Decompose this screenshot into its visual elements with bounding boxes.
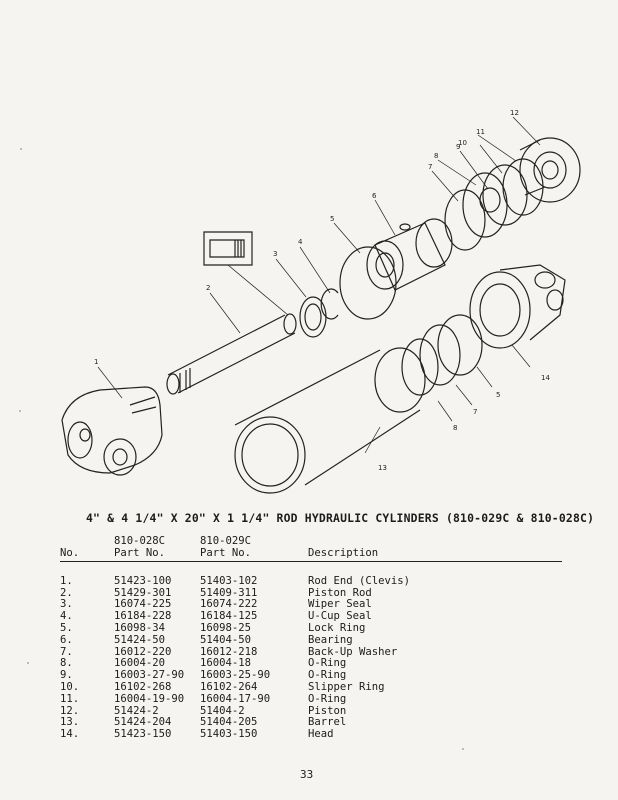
row-number: 6. bbox=[60, 633, 73, 646]
svg-text:5: 5 bbox=[330, 215, 335, 223]
svg-text:1: 1 bbox=[94, 358, 99, 366]
part-no-a: 16004-20 bbox=[114, 657, 166, 670]
row-number: 12. bbox=[60, 704, 80, 717]
part-no-b: 16004-17-90 bbox=[200, 692, 271, 705]
part-no-b: 51404-205 bbox=[200, 716, 258, 729]
scan-speck bbox=[20, 148, 22, 150]
svg-text:8: 8 bbox=[453, 424, 458, 432]
scan-speck bbox=[19, 410, 21, 412]
part-no-b: 16184-125 bbox=[200, 610, 258, 623]
part-no-b: 16074-222 bbox=[200, 598, 258, 611]
header-description: Description bbox=[308, 548, 562, 561]
row-number: 14. bbox=[60, 728, 80, 741]
part-no-b: 51409-311 bbox=[200, 586, 258, 599]
part-no-a: 16003-27-90 bbox=[114, 669, 185, 682]
scan-speck bbox=[27, 662, 29, 664]
description: Slipper Ring bbox=[308, 680, 385, 693]
page-title: 4" & 4 1/4" X 20" X 1 1/4" ROD HYDRAULIC CYLINDERS (810-029C & 810-028C) bbox=[86, 511, 595, 525]
column-group-a: 810-028C bbox=[114, 535, 166, 548]
description: Lock Ring bbox=[308, 621, 366, 634]
description: Piston Rod bbox=[308, 586, 372, 599]
description: O-Ring bbox=[308, 692, 347, 705]
parts-table bbox=[60, 536, 562, 741]
part-piston bbox=[520, 138, 580, 202]
part-piston-rod bbox=[167, 314, 296, 394]
table-row bbox=[60, 729, 562, 741]
part-no-a: 16184-228 bbox=[114, 610, 172, 623]
part-barrel bbox=[235, 348, 425, 493]
description: Rod End (Clevis) bbox=[308, 574, 411, 587]
part-no-a: 51429-301 bbox=[114, 586, 172, 599]
description: Barrel bbox=[308, 716, 347, 729]
part-rod-end-clevis bbox=[62, 387, 162, 475]
lower-seal-group bbox=[402, 315, 482, 395]
part-no-b: 51403-150 bbox=[200, 728, 258, 741]
part-no-a: 16098-34 bbox=[114, 621, 166, 634]
svg-text:4: 4 bbox=[298, 238, 303, 246]
svg-text:8: 8 bbox=[434, 152, 439, 160]
svg-text:13: 13 bbox=[378, 464, 387, 472]
part-no-a: 51424-2 bbox=[114, 704, 159, 717]
part-no-a: 51423-150 bbox=[114, 728, 172, 741]
description: Piston bbox=[308, 704, 347, 717]
svg-text:7: 7 bbox=[428, 163, 433, 171]
description: Bearing bbox=[308, 633, 353, 646]
part-no-a: 16004-19-90 bbox=[114, 692, 185, 705]
header-no: No. bbox=[60, 548, 114, 561]
svg-text:3: 3 bbox=[273, 250, 278, 258]
part-no-b: 16102-264 bbox=[200, 680, 258, 693]
svg-text:5: 5 bbox=[496, 391, 501, 399]
callout-labels bbox=[94, 109, 550, 472]
svg-text:7: 7 bbox=[473, 408, 478, 416]
column-group-b: 810-029C bbox=[200, 535, 252, 548]
row-number: 11. bbox=[60, 692, 80, 705]
exploded-parts-diagram bbox=[40, 105, 590, 500]
row-number: 9. bbox=[60, 669, 73, 682]
part-bearing bbox=[367, 219, 452, 290]
part-no-b: 51403-102 bbox=[200, 574, 258, 587]
row-number: 5. bbox=[60, 621, 73, 634]
row-number: 4. bbox=[60, 610, 73, 623]
rod-end-inset bbox=[204, 232, 288, 315]
svg-text:11: 11 bbox=[476, 128, 485, 136]
scan-speck bbox=[462, 748, 464, 750]
svg-text:2: 2 bbox=[206, 284, 211, 292]
part-no-a: 16074-225 bbox=[114, 598, 172, 611]
table-header bbox=[60, 548, 562, 561]
row-number: 8. bbox=[60, 657, 73, 670]
part-no-a: 51423-100 bbox=[114, 574, 172, 587]
description: O-Ring bbox=[308, 669, 347, 682]
header-part-no-a: Part No. bbox=[114, 548, 200, 561]
page-number: 33 bbox=[300, 768, 314, 781]
row-number: 1. bbox=[60, 574, 73, 587]
part-no-a: 16102-268 bbox=[114, 680, 172, 693]
part-head bbox=[470, 265, 565, 348]
row-number: 2. bbox=[60, 586, 73, 599]
part-no-a: 16012-220 bbox=[114, 645, 172, 658]
part-wiper-seal bbox=[300, 297, 326, 337]
row-number: 7. bbox=[60, 645, 73, 658]
part-no-a: 51424-50 bbox=[114, 633, 166, 646]
description: Head bbox=[308, 728, 334, 741]
svg-text:10: 10 bbox=[458, 139, 467, 147]
svg-text:14: 14 bbox=[541, 374, 550, 382]
description: U-Cup Seal bbox=[308, 610, 372, 623]
row-number: 13. bbox=[60, 716, 80, 729]
description: O-Ring bbox=[308, 657, 347, 670]
table-row bbox=[60, 682, 562, 694]
table-row bbox=[60, 623, 562, 635]
part-no-a: 51424-204 bbox=[114, 716, 172, 729]
description: Back-Up Washer bbox=[308, 645, 398, 658]
part-no-b: 16004-18 bbox=[200, 657, 252, 670]
part-no-b: 16098-25 bbox=[200, 621, 252, 634]
part-o-ring-11 bbox=[503, 159, 543, 215]
svg-text:12: 12 bbox=[510, 109, 519, 117]
description: Wiper Seal bbox=[308, 598, 372, 611]
part-no-b: 16012-218 bbox=[200, 645, 258, 658]
table-row bbox=[60, 576, 562, 588]
part-u-cup-seal bbox=[321, 289, 338, 319]
part-no-b: 16003-25-90 bbox=[200, 669, 271, 682]
row-number: 10. bbox=[60, 680, 80, 693]
svg-text:6: 6 bbox=[372, 192, 377, 200]
part-no-b: 51404-2 bbox=[200, 704, 245, 717]
row-number: 3. bbox=[60, 598, 73, 611]
svg-text:9: 9 bbox=[456, 143, 461, 151]
header-part-no-b: Part No. bbox=[200, 548, 308, 561]
table-row bbox=[60, 694, 562, 706]
part-no-b: 51404-50 bbox=[200, 633, 252, 646]
table-row bbox=[60, 635, 562, 647]
